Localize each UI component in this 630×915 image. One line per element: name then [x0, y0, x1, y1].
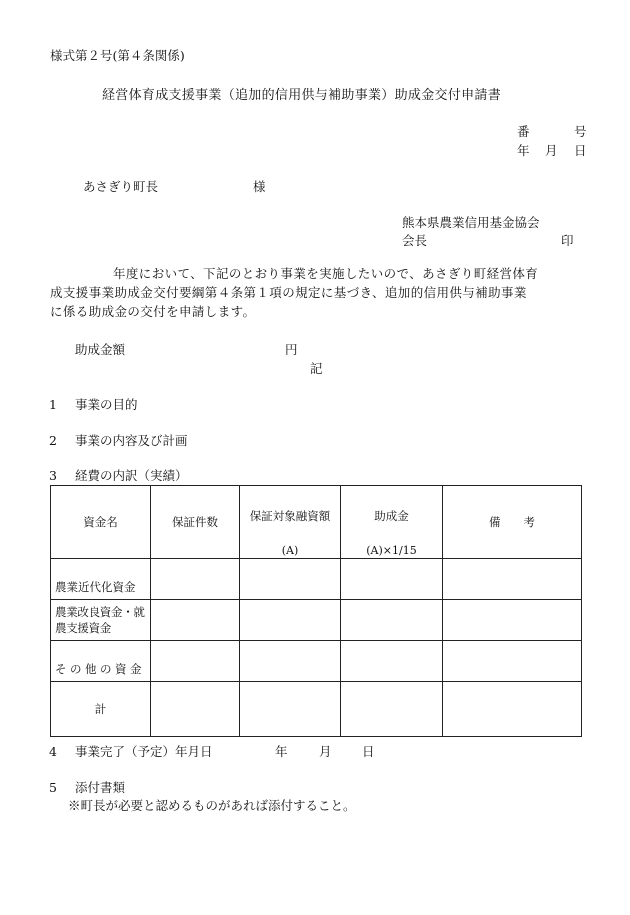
section-5-number: 5 — [49, 780, 57, 795]
date-day: 日 — [574, 143, 587, 158]
completion-day: 日 — [362, 744, 375, 759]
addressee-honorific: 様 — [253, 179, 266, 194]
table-cell[interactable] — [341, 600, 443, 641]
section-4-number: 4 — [49, 744, 57, 759]
section-2-title: 事業の内容及び計画 — [75, 433, 188, 448]
row-label-total: 計 — [51, 682, 151, 737]
header-guarantee-amount-label: 保証対象融資額 — [249, 509, 331, 523]
table-header-row — [51, 486, 582, 559]
applicant-seal: 印 — [561, 233, 574, 248]
table-cell[interactable] — [151, 682, 240, 737]
ki-heading: 記 — [310, 361, 323, 376]
completion-year: 年 — [275, 744, 288, 759]
applicant-title: 会長 — [402, 233, 428, 248]
document-title: 経営体育成支援事業（追加的信用供与補助事業）助成金交付申請書 — [102, 88, 502, 103]
section-1-number: 1 — [49, 397, 57, 412]
table-cell[interactable] — [151, 559, 240, 600]
addressee-name: あさぎり町長 — [83, 179, 159, 194]
table-cell[interactable] — [341, 682, 443, 737]
table-cell[interactable] — [240, 641, 341, 682]
form-number: 様式第２号(第４条関係) — [50, 48, 185, 63]
ref-number-go: 号 — [574, 124, 587, 139]
grant-amount-unit: 円 — [285, 342, 298, 357]
header-grant — [341, 486, 443, 559]
header-guarantee-amount-sub: (A) — [281, 544, 299, 557]
row-label-other-fund: その他の資金 — [51, 641, 151, 682]
header-guarantee-count: 保証件数 — [151, 486, 240, 559]
grant-amount-label: 助成金額 — [75, 342, 126, 357]
section-1-title: 事業の目的 — [75, 397, 138, 412]
table-cell[interactable] — [443, 559, 582, 600]
expense-table — [50, 485, 582, 737]
table-cell[interactable] — [240, 559, 341, 600]
table-cell[interactable] — [240, 682, 341, 737]
application-body — [50, 264, 595, 321]
table-cell[interactable] — [151, 600, 240, 641]
attachment-note: ※町長が必要と認めるものがあれば添付すること。 — [68, 798, 356, 813]
table-cell[interactable] — [341, 641, 443, 682]
header-grant-sub: (A)×1/15 — [366, 544, 417, 557]
section-5-title: 添付書類 — [75, 780, 126, 795]
body-line: 成支援事業助成金交付要綱第４条第１項の規定に基づき、追加的信用供与補助事業 — [50, 285, 527, 300]
table-cell[interactable] — [341, 559, 443, 600]
table-row — [51, 600, 582, 641]
table-row — [51, 559, 582, 600]
date-month: 月 — [545, 143, 558, 158]
header-guarantee-amount — [240, 486, 341, 559]
body-line: に係る助成金の交付を申請します。 — [50, 304, 256, 319]
date-year: 年 — [517, 143, 530, 158]
body-line: 年度において、下記のとおり事業を実施したいので、あさぎり町経営体育 — [113, 266, 539, 281]
completion-month: 月 — [319, 744, 332, 759]
row-label-improvement-fund: 農業改良資金・就農支援資金 — [51, 600, 151, 641]
header-remarks: 備 考 — [443, 486, 582, 559]
row-label-modernization-fund: 農業近代化資金 — [51, 559, 151, 600]
table-cell[interactable] — [151, 641, 240, 682]
table-cell[interactable] — [443, 682, 582, 737]
section-3-number: 3 — [49, 468, 57, 483]
ref-number-ban: 番 — [517, 124, 530, 139]
table-cell[interactable] — [443, 641, 582, 682]
table-row — [51, 641, 582, 682]
table-cell[interactable] — [240, 600, 341, 641]
applicant-org: 熊本県農業信用基金協会 — [402, 215, 540, 230]
table-cell[interactable] — [443, 600, 582, 641]
section-4-title: 事業完了（予定）年月日 — [75, 744, 213, 759]
table-total-row — [51, 682, 582, 737]
section-2-number: 2 — [49, 433, 57, 448]
section-3-title: 経費の内訳（実績） — [75, 468, 188, 483]
header-fund-name: 資金名 — [51, 486, 151, 559]
header-grant-label: 助成金 — [374, 509, 409, 523]
